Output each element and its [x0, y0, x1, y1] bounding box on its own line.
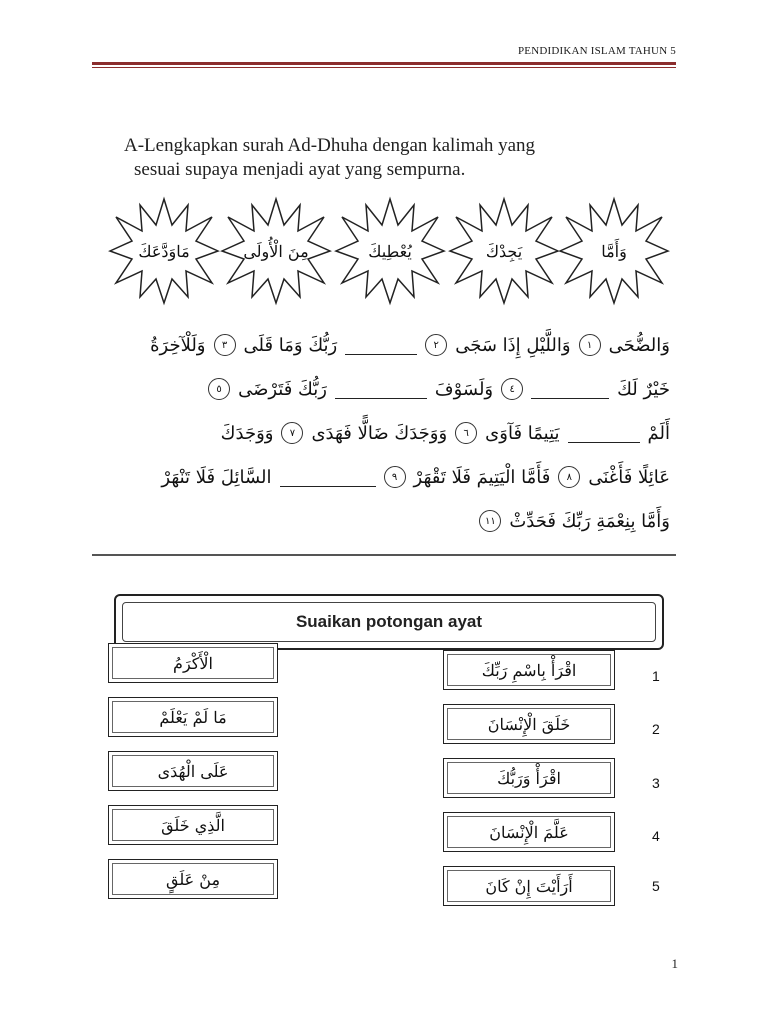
- match-left-text: عَلَى الْهُدَى: [157, 761, 229, 781]
- match-right-text: اقْرَأْ وَرَبُّكَ: [497, 768, 561, 788]
- answer-blank[interactable]: [335, 380, 427, 399]
- match-left-item[interactable]: [108, 751, 278, 791]
- match-right-item[interactable]: [443, 758, 615, 798]
- verse-text: وَأَمَّا بِنِعْمَةِ رَبِّكَ فَحَدِّثْ: [509, 510, 670, 532]
- match-left-item[interactable]: [108, 697, 278, 737]
- verse-text: أَلَمْ: [647, 422, 670, 444]
- answer-blank[interactable]: [280, 468, 376, 487]
- verse-text: خَيْرٌ لَكَ: [617, 378, 670, 400]
- section-a-instruction: [124, 134, 535, 182]
- verse-text: رَبُّكَ وَمَا قَلَى: [243, 334, 338, 356]
- word-bank-star: [334, 195, 446, 307]
- word-bank: [96, 195, 671, 310]
- verse-line-4: [161, 460, 670, 494]
- answer-blank[interactable]: [531, 380, 609, 399]
- verse-text: وَلَلْآخِرَةُ: [150, 334, 206, 356]
- verse-number: ٢: [425, 334, 447, 356]
- verse-number: ٦: [455, 422, 477, 444]
- match-left-item[interactable]: [108, 805, 278, 845]
- header-rule-thick: [92, 62, 676, 65]
- match-left-text: مَا لَمْ يَعْلَمْ: [159, 707, 227, 727]
- verse-text: عَائِلًا فَأَغْنَى: [588, 466, 670, 488]
- verse-number: ٩: [384, 466, 406, 488]
- section-b-banner: [114, 594, 664, 650]
- word-bank-star: [220, 195, 332, 307]
- verse-number: ٨: [558, 466, 580, 488]
- match-right-item[interactable]: [443, 704, 615, 744]
- match-right-item[interactable]: [443, 812, 615, 852]
- word-bank-word-3: يُعْطِيكَ: [368, 241, 412, 261]
- match-right-text: عَلَّمَ الْإِنْسَانَ: [489, 822, 569, 842]
- match-right-text: أَرَأَيْتَ إِنْ كَانَ: [485, 876, 573, 896]
- verse-number: ٧: [281, 422, 303, 444]
- answer-blank[interactable]: [568, 424, 640, 443]
- match-right-item[interactable]: [443, 866, 615, 906]
- verse-number: ٤: [501, 378, 523, 400]
- match-right-text: خَلَقَ الْإِنْسَانَ: [487, 714, 571, 734]
- match-left-text: مِنْ عَلَقٍ: [165, 869, 221, 889]
- header-title: PENDIDIKAN ISLAM TAHUN 5: [517, 45, 676, 57]
- match-left-text: الْأَكْرَمُ: [173, 653, 213, 673]
- page-number: 1: [671, 956, 678, 971]
- match-right-item[interactable]: [443, 650, 615, 690]
- match-left-text: الَّذِي خَلَقَ: [161, 815, 225, 835]
- verse-text: وَالضُّحَى: [608, 334, 670, 356]
- verse-text: يَتِيمًا فَآوَى: [485, 422, 560, 444]
- verse-line-2: [208, 372, 670, 406]
- instruction-line-2: sesuai supaya menjadi ayat yang sempurna.: [134, 159, 466, 180]
- section-divider: [92, 554, 676, 556]
- match-left-item[interactable]: [108, 859, 278, 899]
- match-number: 4: [652, 828, 660, 844]
- word-bank-word-5: وَأَمَّا: [601, 241, 627, 261]
- verse-line-1: [150, 328, 670, 362]
- match-left-item[interactable]: [108, 643, 278, 683]
- verse-number: ١١: [479, 510, 501, 532]
- verse-text: وَوَجَدَكَ ضَالًّا فَهَدَى: [311, 422, 448, 444]
- match-number: 3: [652, 775, 660, 791]
- verse-line-5: [479, 504, 670, 538]
- verse-text: وَاللَّيْلِ إِذَا سَجَى: [455, 334, 571, 356]
- verse-text: السَّائِلَ فَلَا تَنْهَرْ: [161, 466, 272, 488]
- word-bank-word-2: مِنَ الْأُولَى: [243, 241, 309, 261]
- header-rule-thin: [92, 67, 676, 68]
- verse-number: ١: [579, 334, 601, 356]
- word-bank-word-1: مَاوَدَّعَكَ: [138, 241, 190, 261]
- word-bank-star: [558, 195, 670, 307]
- answer-blank[interactable]: [345, 336, 417, 355]
- verse-number: ٣: [214, 334, 236, 356]
- match-number: 5: [652, 878, 660, 894]
- word-bank-word-4: يَجِدْكَ: [485, 241, 523, 261]
- match-number: 1: [652, 668, 660, 684]
- section-b-title: Suaikan potongan ayat: [295, 612, 483, 631]
- verse-text: فَأَمَّا الْيَتِيمَ فَلَا تَقْهَرْ: [413, 466, 551, 488]
- instruction-line-1: A-Lengkapkan surah Ad-Dhuha dengan kalimah yang: [124, 135, 536, 156]
- verse-text: وَلَسَوْفَ: [434, 378, 494, 400]
- match-right-text: اقْرَأْ بِاسْمِ رَبِّكَ: [481, 660, 577, 680]
- verse-text: رَبُّكَ فَتَرْضَى: [238, 378, 327, 400]
- word-bank-star: [108, 195, 220, 307]
- verse-number: ٥: [208, 378, 230, 400]
- verse-line-3: [221, 416, 670, 450]
- match-number: 2: [652, 721, 660, 737]
- verse-text: وَوَجَدَكَ: [220, 422, 274, 444]
- word-bank-star: [448, 195, 560, 307]
